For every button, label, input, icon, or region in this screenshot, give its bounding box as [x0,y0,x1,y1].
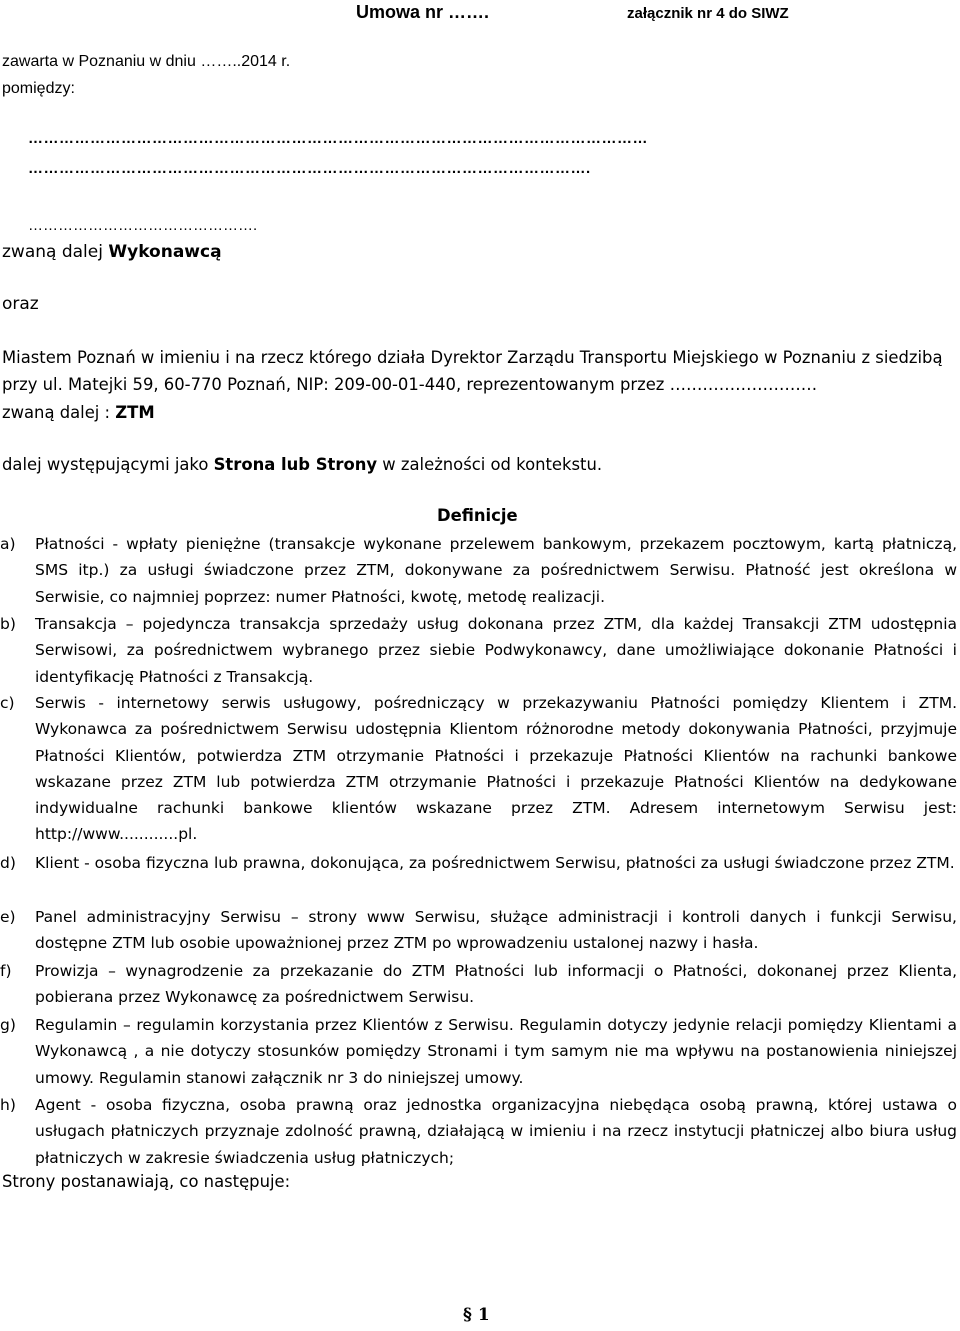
party-placeholder-dots: ………………………………………………………………………………………………. [28,160,591,177]
definition-label: g) [0,1016,16,1034]
between-label: pomiędzy: [2,80,75,97]
contractor-name: Wykonawcą [108,242,222,262]
definition-item-e [0,904,957,957]
ztm-description-line1: Miastem Poznań w imieniu i na rzecz którego działa Dyrektor Zarządu Transportu Miejskiego w Poznaniu z siedzibą [2,348,943,367]
definition-item-d [0,850,957,876]
parties-suffix: w zależności od kontekstu. [377,455,603,474]
definition-text: Serwis - internetowy serwis usługowy, pośredniczący w przekazywaniu Płatności pomiędzy Klientem i ZTM. Wykonawca za pośrednictwem Serwisu udostępnia Klientom różnorodne metody dokonywania Płatności, przyjmuje Płatności Klientów, potwierdza ZTM otrzymanie Płatności i przekazuje Płatności Klientów na rachunki bankowe wskazane przez ZTM lub potwierdza ZTM otrzymanie Płatności i przekazuje Płatności Klientów na dedykowane indywidualne rachunki bankowe klientów wskazane przez ZTM. Adresem internetowym Serwisu jest: http://www............pl. [35,694,957,844]
section-symbol: § [463,1305,472,1325]
ztm-prefix: zwaną dalej : [2,403,116,422]
definition-item-c [0,690,957,848]
section-number-value: 1 [477,1305,490,1325]
party-placeholder-dots: ………………………………………………………………………………………………………… [28,130,648,147]
definition-text: Prowizja – wynagrodzenie za przekazanie do ZTM Płatności lub informacji o Płatności, dokonanej przez Klienta, pobierana przez Wykonawcę za pośrednictwem Serwisu. [35,962,957,1007]
definition-label: c) [0,694,15,712]
definition-label: e) [0,908,16,926]
ztm-designation [2,403,155,422]
definition-text: Agent - osoba fizyczna, osoba prawną oraz jednostka organizacyjna niebędąca osobą prawną, której ustawa o usługach płatniczych przyznaje zdolność prawną, działającą w imieniu i na rzecz instytucji płatniczej albo biura usług płatniczych w zakresie świadczenia usług płatniczych; [35,1096,957,1167]
definition-label: d) [0,854,16,872]
definitions-heading: Definicje [437,506,518,525]
and-label: oraz [2,294,39,314]
place-date-line: zawarta w Poznaniu w dniu ……..2014 r. [2,53,291,70]
definition-label: b) [0,615,16,633]
parties-prefix: dalej występującymi jako [2,455,214,474]
definition-text: Transakcja – pojedyncza transakcja sprzedaży usług dokonana przez ZTM, dla każdej Transakcji ZTM udostępnia Serwisowi, za pośrednictwem wybranego przez siebie Podwykonawcy, dane umożliwiające dokonanie Płatności i identyfikację Płatności z Transakcją. [35,615,957,686]
ztm-name: ZTM [115,403,155,422]
definition-label: a) [0,535,16,553]
section-number [463,1305,490,1325]
parties-statement [2,455,602,474]
ztm-description-line2: przy ul. Matejki 59, 60-770 Poznań, NIP: 209-00-01-440, reprezentowanym przez ……………………… [2,375,818,394]
definition-item-b [0,611,957,690]
contractor-designation [2,242,222,262]
definition-text: Regulamin – regulamin korzystania przez Klientów z Serwisu. Regulamin dotyczy jedynie relacji pomiędzy Klientami a Wykonawcą , a nie dotyczy stosunków pomiędzy Stronami i tym samym nie ma wpływu na postanowienia niniejszej umowy. Regulamin stanowi załącznik nr 3 do niniejszej umowy. [35,1016,957,1087]
definition-label: f) [0,962,12,980]
closing-statement: Strony postanawiają, co następuje: [2,1172,291,1191]
party-placeholder-dots: ………………………………………. [28,217,258,234]
definition-item-f [0,958,957,1011]
definition-text: Klient - osoba fizyczna lub prawna, dokonująca, za pośrednictwem Serwisu, płatności za usługi świadczone przez ZTM. [35,854,955,872]
attachment-label: załącznik nr 4 do SIWZ [627,5,789,22]
definition-item-a [0,531,957,610]
contract-title: Umowa nr ……. [356,2,490,22]
definition-label: h) [0,1096,16,1114]
contractor-prefix: zwaną dalej [2,242,109,262]
definition-item-h [0,1092,957,1171]
definition-item-g [0,1012,957,1091]
parties-bold: Strona lub Strony [213,455,378,474]
definition-text: Panel administracyjny Serwisu – strony www Serwisu, służące administracji i kontroli danych i funkcji Serwisu, dostępne ZTM lub osobie upoważnionej przez ZTM po wprowadzeniu ustalonej nazwy i hasła. [35,908,957,953]
definition-text: Płatności - wpłaty pieniężne (transakcje wykonane przelewem bankowym, przekazem pocztowym, kartą płatniczą, SMS itp.) za usługi świadczone przez ZTM, dokonywane za pośrednictwem Serwisu. Płatność jest określona w Serwisie, co najmniej poprzez: numer Płatności, kwotę, metodę realizacji. [35,535,957,606]
